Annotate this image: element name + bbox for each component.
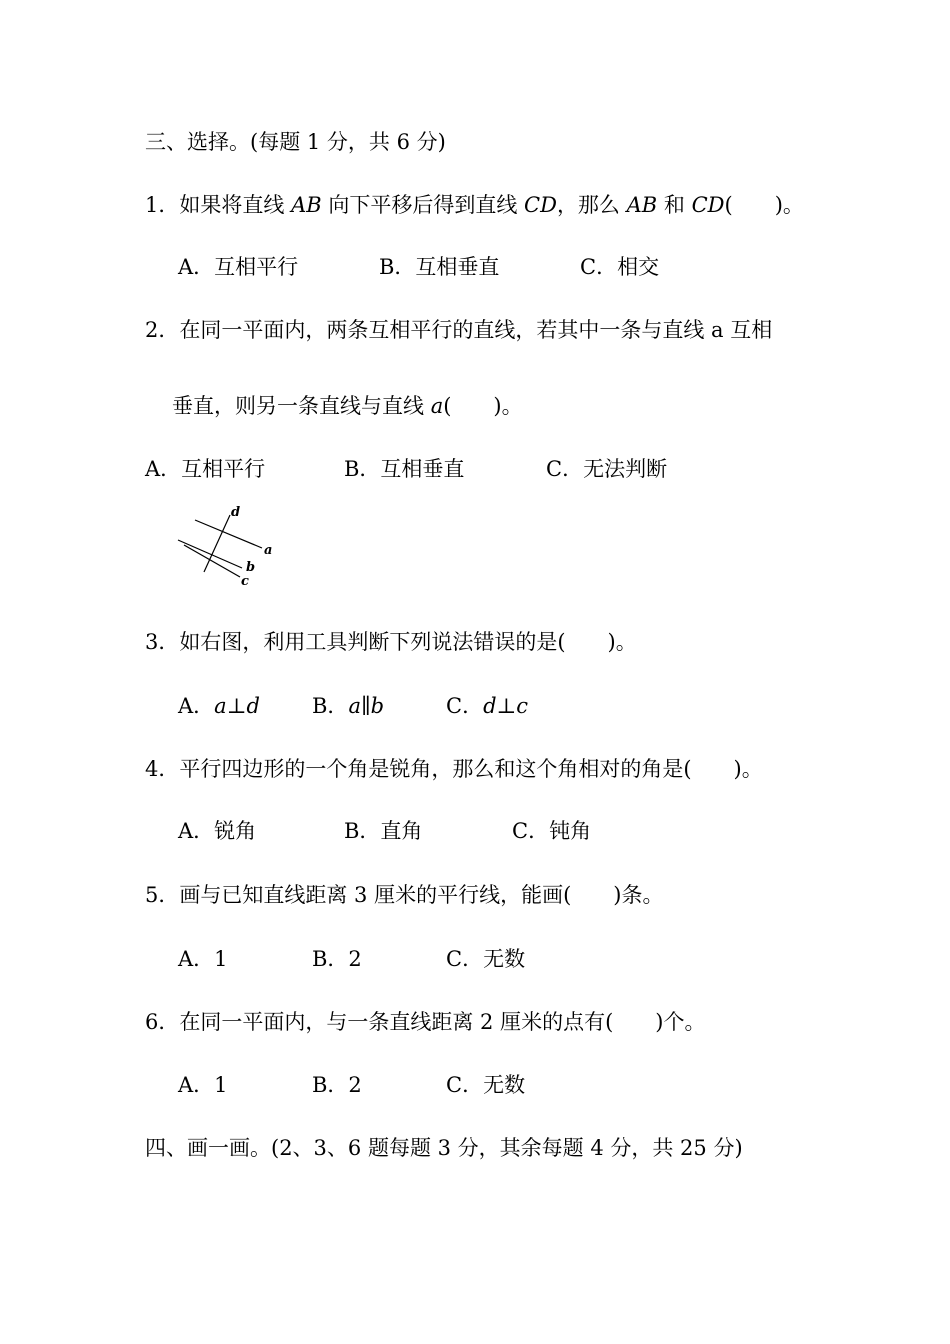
- question-2-line-2: [172, 392, 523, 420]
- section-3-title: 三、选择。(每题 1 分，共 6 分): [145, 130, 446, 154]
- label-b: b: [246, 560, 256, 575]
- q5-option-a: A．1: [178, 947, 228, 971]
- q1-var-cd: CD: [524, 193, 557, 217]
- q3-option-c-label: C．: [446, 694, 484, 718]
- q1-text-2: 向下平移后得到直线: [321, 193, 525, 217]
- question-4: 4．平行四边形的一个角是锐角，那么和这个角相对的角是( )。: [145, 757, 763, 781]
- q4-option-b: B．直角: [344, 819, 423, 843]
- q1-var-cd-2: CD: [691, 193, 725, 217]
- q6-option-a: A．1: [178, 1073, 228, 1097]
- q3-option-b: [312, 692, 384, 720]
- q2-option-a: A．互相平行: [145, 457, 266, 481]
- label-d: d: [231, 505, 241, 520]
- q5-option-b: B．2: [312, 947, 362, 971]
- q1-text-5: ( )。: [724, 193, 804, 217]
- line-figure: [170, 500, 290, 595]
- q4-option-c: C．钝角: [512, 819, 592, 843]
- label-c: c: [241, 574, 249, 589]
- question-2-line-1: 2．在同一平面内，两条互相平行的直线，若其中一条与直线 a 互相: [145, 318, 773, 342]
- line-c: [184, 545, 240, 577]
- q3-option-a-expr: a⊥d: [214, 694, 260, 718]
- q2-option-c: C．无法判断: [546, 457, 668, 481]
- q2-option-b: B．互相垂直: [344, 457, 465, 481]
- q1-var-ab: AB: [291, 193, 322, 217]
- q3-option-b-expr: a∥b: [348, 694, 385, 718]
- q4-option-a: A．锐角: [178, 819, 257, 843]
- section-4-title: 四、画一画。(2、3、6 题每题 3 分，其余每题 4 分，共 25 分): [145, 1136, 743, 1160]
- q1-option-a: A．互相平行: [178, 255, 299, 279]
- q5-option-c: C．无数: [446, 947, 526, 971]
- q3-option-c-expr: d⊥c: [483, 694, 529, 718]
- q1-text-1: 如果将直线: [179, 193, 292, 217]
- q3-option-a-label: A．: [178, 694, 215, 718]
- q1-var-ab-2: AB: [626, 193, 658, 217]
- question-6: 6．在同一平面内，与一条直线距离 2 厘米的点有( )个。: [145, 1010, 706, 1034]
- q2-text: 垂直，则另一条直线与直线: [172, 394, 431, 418]
- q2-var-a: a: [430, 394, 444, 418]
- q2-end: ( )。: [443, 394, 523, 418]
- q3-option-c: [446, 692, 528, 720]
- question-5: 5．画与已知直线距离 3 厘米的平行线，能画( )条。: [145, 883, 664, 907]
- question-3: 3．如右图，利用工具判断下列说法错误的是( )。: [145, 630, 637, 654]
- q1-option-b: B．互相垂直: [379, 255, 500, 279]
- q3-option-b-label: B．: [312, 694, 349, 718]
- q6-option-b: B．2: [312, 1073, 362, 1097]
- q1-option-c: C．相交: [580, 255, 660, 279]
- label-a: a: [264, 543, 273, 558]
- q1-text-3: ，那么: [556, 193, 627, 217]
- q1-text-4: 和: [657, 193, 692, 217]
- q1-number: 1．: [145, 193, 180, 217]
- line-a: [195, 520, 262, 548]
- line-b: [178, 540, 242, 568]
- q3-option-a: [178, 692, 260, 720]
- q6-option-c: C．无数: [446, 1073, 526, 1097]
- question-1: [145, 191, 804, 219]
